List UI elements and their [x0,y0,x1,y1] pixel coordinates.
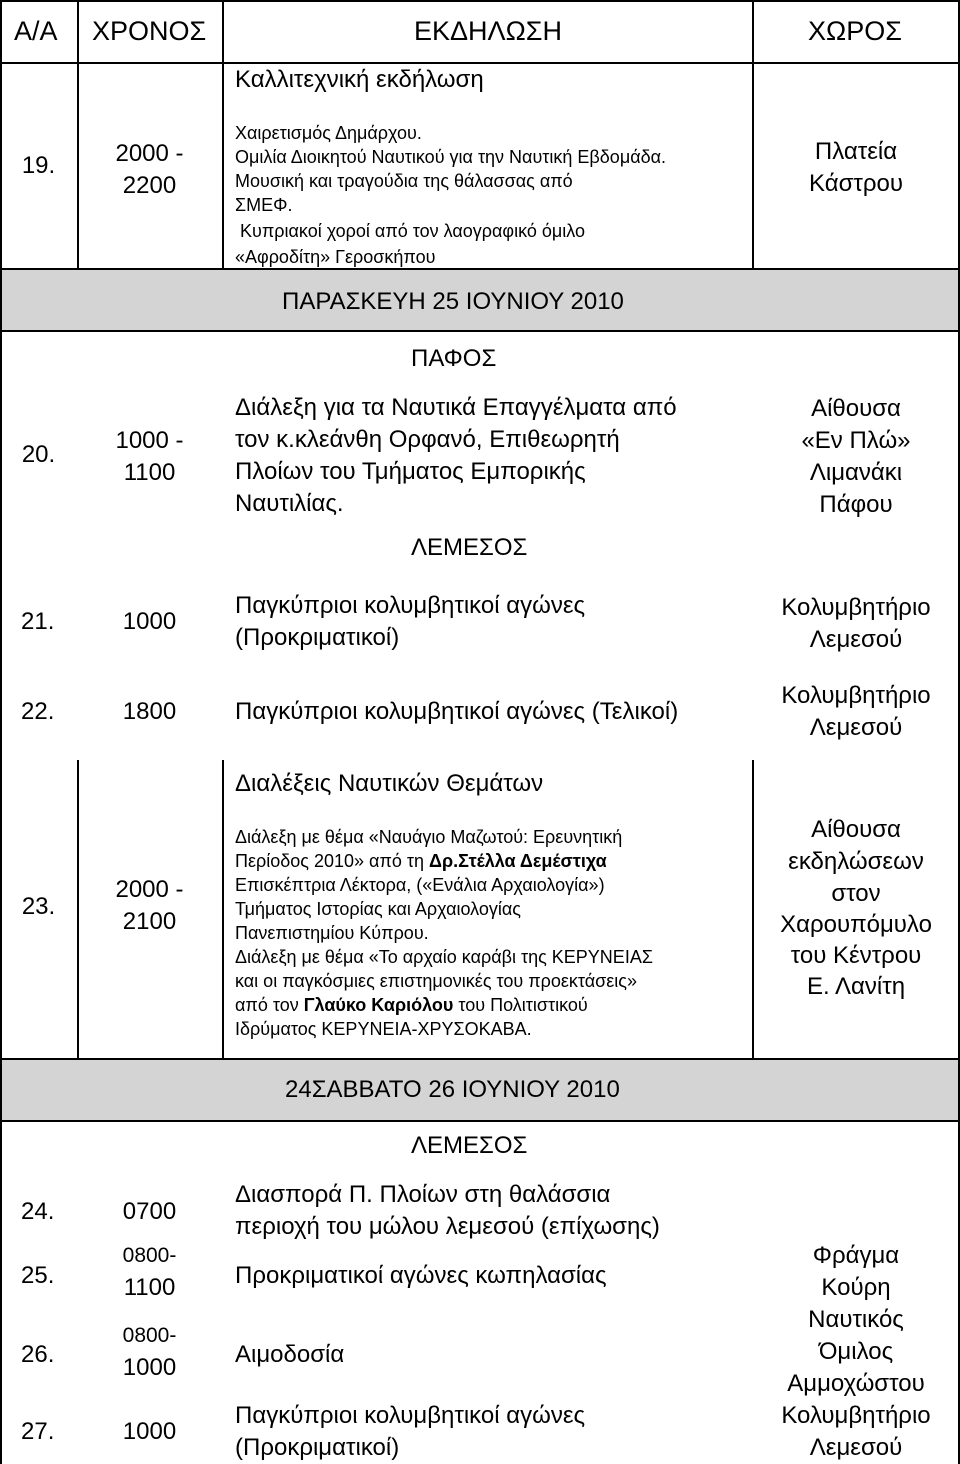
row23-line-4: Τμήματος Ιστορίας και Αρχαιολογίας [235,899,521,919]
row21-line-2: (Προκριματικοί) [235,624,400,651]
row20-line-2: τον κ.κλεάνθη Ορφανό, Επιθεωρητή [235,426,620,453]
place-24-27-5: Αμμοχώστου [787,1370,925,1397]
row27-num: 27. [21,1418,55,1445]
row23-time-b: 2100 [122,908,177,935]
city-paphos: ΠΑΦΟΣ [411,345,497,372]
border-top [0,0,960,2]
col-line-3a [752,0,754,268]
row20-place-3: Λιμανάκι [809,459,903,486]
place-24-27-3: Ναυτικός [808,1306,904,1333]
saturday-title: 24ΣΑΒΒΑΤΟ 26 ΙΟΥΝΙΟΥ 2010 [285,1076,620,1103]
row23-line-7: και οι παγκόσμιες επιστημονικές του προεκτάσεις» [235,971,637,991]
row23-place-6: Ε. Λανίτη [806,973,906,1000]
row19-time-b: 2200 [122,172,177,199]
row23-place-3: στον [831,880,881,907]
row23-line-3: Επισκέπτρια Λέκτορα, («Ενάλια Αρχαιολογία») [235,875,605,895]
row20-line-1: Διάλεξη για τα Ναυτικά Επαγγέλματα από [235,394,677,421]
row22-place-1: Κολυμβητήριο [781,682,931,709]
header-aa: Α/Α [14,16,58,46]
row20-place-2: «Εν Πλώ» [801,427,911,454]
row21-place-2: Λεμεσού [809,626,903,653]
row23-title: Διαλέξεις Ναυτικών Θεμάτων [235,770,544,797]
col-line-1a [77,0,79,268]
row22-num: 22. [21,698,55,725]
row24-num: 24. [21,1198,55,1225]
row20-line-4: Ναυτιλίας. [235,490,344,517]
row20-place-4: Πάφου [819,491,893,518]
row23-line-8: από τον Γλαύκο Καριόλου του Πολιτιστικού [235,995,588,1015]
row19-line-3: Μουσική και τραγούδια της θάλασσας από [235,171,573,191]
header-time: ΧΡΟΝΟΣ [92,16,207,46]
row25-time-b: 1100 [123,1274,176,1301]
border-saturday-bottom [0,1120,960,1122]
col-line-2a [222,0,224,268]
row19-place-a: Πλατεία [814,138,898,165]
row26-time-b: 1000 [122,1354,177,1381]
col-line-2b [222,760,224,1058]
row23-place-5: του Κέντρου [790,942,922,969]
row21-line-1: Παγκύπριοι κολυμβητικοί αγώνες [235,592,586,619]
row23-place-2: εκδηλώσεων [788,848,924,875]
city-limassol-2: ΛΕΜΕΣΟΣ [411,1132,528,1159]
border-left [0,0,2,1464]
row19-line-4: ΣΜΕΦ. [235,195,293,215]
row25-time-a: 0800- [122,1244,177,1267]
border-23-bottom [0,1058,960,1060]
place-24-27-4: Όμιλος [818,1338,894,1365]
place-24-27-1: Φράγμα [812,1242,900,1269]
row27-line-2: (Προκριματικοί) [235,1434,400,1461]
row23-line-6: Διάλεξη με θέμα «Το αρχαίο καράβι της ΚΕΡΥΝΕΙΑΣ [235,947,653,967]
row23-line-2: Περίοδος 2010» από τη Δρ.Στέλλα Δεμέστιχα [235,851,607,871]
row26-event: Αιμοδοσία [235,1341,345,1368]
border-friday-bottom [0,330,960,332]
row19-line-2: Ομιλία Διοικητού Ναυτικού για την Ναυτική Εβδομάδα. [235,147,667,167]
row19-num: 19. [21,152,56,179]
row20-time-a: 1000 - [115,427,184,454]
speaker-kariolou: Γλαύκο Καριόλου [303,995,454,1015]
place-24-27-6: Κολυμβητήριο [781,1402,931,1429]
row25-event: Προκριματικοί αγώνες κωπηλασίας [235,1262,607,1289]
row24-time: 0700 [122,1198,177,1225]
row23-place-1: Αίθουσα [811,816,901,843]
row23-num: 23. [21,893,56,920]
row19-line-6: «Αφροδίτη» Γεροσκήπου [235,247,436,267]
row22-place-2: Λεμεσού [809,714,903,741]
place-24-27-7: Λεμεσού [809,1434,903,1461]
row24-line-2: περιοχή του μώλου λεμεσού (επίχωσης) [235,1213,660,1240]
row23-place-4: Χαρουπόμυλο [780,911,932,938]
row19-time-a: 2000 - [115,140,184,167]
row26-time-a: 0800- [122,1324,177,1347]
row20-time-b: 1100 [123,459,176,486]
section-art: Καλλιτεχνική εκδήλωση [235,66,484,93]
row24-line-1: Διασπορά Π. Πλοίων στη θαλάσσια [235,1181,611,1208]
row19-place-b: Κάστρου [808,170,903,197]
row23-line-5: Πανεπιστημίου Κύπρου. [235,923,429,943]
row19-line-1: Χαιρετισμός Δημάρχου. [235,123,422,143]
row25-num: 25. [21,1262,55,1289]
speaker-demesticha: Δρ.Στέλλα Δεμέστιχα [429,851,607,871]
row20-num: 20. [21,441,56,468]
city-limassol: ΛΕΜΕΣΟΣ [411,534,528,561]
row22-time: 1800 [122,698,177,725]
row20-place-1: Αίθουσα [811,395,901,422]
row21-num: 21. [21,608,55,635]
row19-line-5: Κυπριακοί χοροί από τον λαογραφικό όμιλο [235,221,586,241]
row23-line-9: Ιδρύματος ΚΕΡΥΝΕΙΑ-ΧΡΥΣΟΚΑΒΑ. [235,1019,532,1039]
row26-num: 26. [21,1341,55,1368]
row21-time: 1000 [122,608,177,635]
row23-time-a: 2000 - [115,876,184,903]
friday-title: ΠΑΡΑΣΚΕΥΗ 25 ΙΟΥΝΙΟΥ 2010 [282,288,624,315]
header-place: ΧΩΡΟΣ [808,16,902,46]
row22-event: Παγκύπριοι κολυμβητικοί αγώνες (Τελικοί) [235,698,679,725]
row20-line-3: Πλοίων του Τμήματος Εμπορικής [235,458,586,485]
row21-place-1: Κολυμβητήριο [781,594,931,621]
row23-line-1: Διάλεξη με θέμα «Ναυάγιο Μαζωτού: Ερευνητική [235,827,623,847]
row27-line-1: Παγκύπριοι κολυμβητικοί αγώνες [235,1402,586,1429]
border-19-bottom [0,268,960,270]
place-24-27-2: Κούρη [821,1274,891,1301]
row27-time: 1000 [122,1418,177,1445]
header-event: ΕΚΔΗΛΩΣΗ [414,16,562,46]
